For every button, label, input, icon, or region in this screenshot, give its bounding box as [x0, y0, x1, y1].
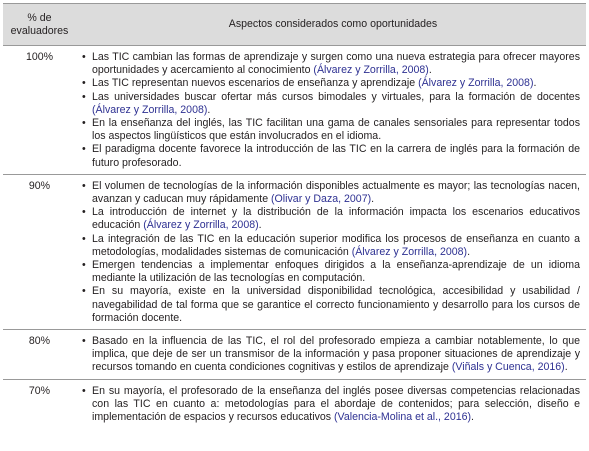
aspect-text: El volumen de tecnologías de la información disponibles actualmente es mayor; las tecnologías nacen, avanzan y caducan muy rápidamente: [92, 179, 580, 206]
aspects-cell: [76, 174, 586, 329]
header-row: [3, 4, 586, 46]
aspect-text: En la enseñanza del inglés, las TIC facilitan una gama de canales sensoriales para representar todos los aspectos lingüísticos que están involucrados en el idioma.: [92, 117, 580, 143]
aspects-list: [80, 385, 580, 425]
aspect-text: El paradigma docente favorece la introducción de las TIC en la carrera de inglés para la formación de futuro profesorado.: [92, 143, 580, 169]
bullet-icon: •: [82, 117, 86, 130]
aspect-text-tail: .: [533, 77, 537, 90]
aspect-item: [80, 180, 580, 206]
bullet-icon: •: [82, 206, 86, 219]
citation: (Olivar y Daza, 2007): [271, 193, 372, 206]
aspect-text-tail: .: [258, 219, 262, 232]
opportunities-table: [3, 3, 586, 428]
evaluator-percentage: 80%: [3, 330, 76, 380]
table-row: [3, 330, 586, 380]
citation: (Álvarez y Zorrilla, 2008): [92, 103, 208, 116]
aspects-list: [80, 180, 580, 325]
pct-column-header: [3, 4, 76, 46]
citation: (Viñals y Cuenca, 2016): [451, 361, 565, 374]
citation: (Álvarez y Zorrilla, 2008): [313, 64, 429, 77]
table-row: [3, 174, 586, 329]
pct-header-line1: % de: [27, 12, 52, 24]
aspect-text-tail: .: [428, 64, 432, 77]
aspect-text: Las TIC representan nuevos escenarios de enseñanza y aprendizaje: [92, 77, 419, 90]
aspects-column-header: Aspectos considerados como oportunidades: [76, 4, 586, 46]
aspects-cell: [76, 330, 586, 380]
aspect-item: [80, 385, 580, 425]
aspect-text: Las universidades buscar ofertar más cursos bimodales y virtuales, para la formación de docentes: [92, 90, 580, 103]
aspect-text-tail: .: [371, 193, 375, 206]
aspect-text: Emergen tendencias a implementar enfoques dirigidos a la enseñanza-aprendizaje de un idioma mediante la utilización de las tecnologías en computación.: [92, 259, 580, 285]
aspect-text: En su mayoría, existe en la universidad disponibilidad tecnológica, accesibilidad y usabilidad / navegabilidad de tal forma que se garantice el correcto funcionamiento y desarrollo para los cursos de formación docente.: [92, 285, 580, 324]
aspect-item: [80, 233, 580, 259]
citation: (Álvarez y Zorrilla, 2008): [418, 77, 534, 90]
pct-header-line2: evaluadores: [10, 24, 69, 37]
aspects-list: [80, 335, 580, 375]
aspect-item: [80, 335, 580, 375]
table-body: [3, 46, 586, 429]
aspect-text-tail: .: [564, 361, 568, 374]
evaluator-percentage: 90%: [3, 174, 76, 329]
aspect-text: La integración de las TIC en la educación superior modifica los procesos de enseñanza en cuanto a metodologías, modalidades sistemas de comunicación: [92, 232, 580, 258]
table-row: [3, 379, 586, 428]
table-row: [3, 46, 586, 175]
aspects-cell: [76, 46, 586, 175]
bullet-icon: •: [82, 259, 86, 272]
aspect-text-tail: .: [467, 245, 471, 258]
aspect-text: Las TIC cambian las formas de aprendizaje y surgen como una nueva estrategia para ofrecer mayores oportunidades y acercamiento al conocimiento: [92, 51, 580, 77]
evaluator-percentage: 100%: [3, 46, 76, 175]
aspect-item: [80, 259, 580, 285]
citation: (Álvarez y Zorrilla, 2008): [351, 245, 468, 258]
aspect-item: [80, 206, 580, 232]
evaluator-percentage: 70%: [28, 384, 51, 397]
bullet-icon: •: [82, 335, 86, 348]
bullet-icon: •: [82, 384, 86, 397]
bullet-icon: •: [82, 90, 86, 103]
aspect-text-tail: .: [207, 103, 211, 116]
citation: (Álvarez y Zorrilla, 2008): [143, 219, 259, 232]
bullet-icon: •: [82, 51, 86, 63]
bullet-icon: •: [82, 143, 86, 156]
aspect-item: [80, 143, 580, 169]
aspect-item: [80, 77, 580, 90]
aspect-item: [80, 285, 580, 325]
aspect-item: [80, 91, 580, 117]
aspects-list: [80, 51, 580, 170]
citation: (Valencia-Molina et al., 2016): [334, 411, 472, 424]
bullet-icon: •: [82, 179, 86, 192]
aspect-text: La introducción de internet y la distribución de la información impacta los escenarios educativos educación: [92, 206, 580, 232]
aspect-item: [80, 117, 580, 143]
aspects-cell: [76, 379, 586, 428]
aspect-text-tail: .: [471, 411, 474, 424]
aspect-text: Basado en la influencia de las TIC, el rol del profesorado empieza a cambiar notablemente, lo que implica, que deje de ser un transmisor de la información y pasa proponer situaciones de aprendizaje y recursos tomando en cuenta condiciones cognitivas y estilos de aprendizaje: [92, 335, 580, 374]
bullet-icon: •: [82, 232, 86, 245]
bullet-icon: •: [82, 77, 86, 90]
bullet-icon: •: [82, 285, 86, 298]
aspect-item: [80, 51, 580, 77]
aspect-text: En su mayoría, el profesorado de la enseñanza del inglés posee diversas competencias relacionadas con las TIC en cuanto a: metodologías para el abordaje de contenidos; para selección, diseño e implementación de espacios y recursos educativos: [92, 384, 580, 424]
